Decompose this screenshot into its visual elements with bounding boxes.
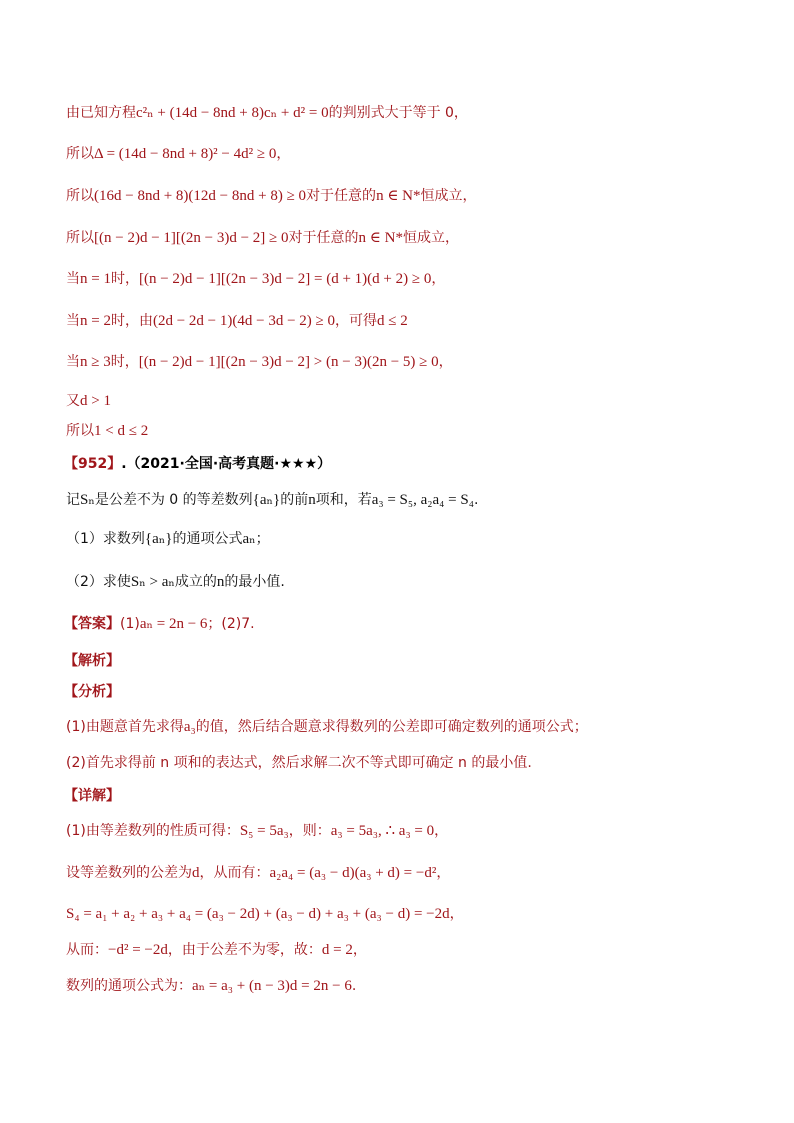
text: ，	[434, 823, 449, 839]
text: 当	[66, 313, 80, 329]
math-inequality: [(n − 2)d − 1][(2n − 3)d − 2] ≥ 0	[94, 230, 289, 246]
detail-line-4	[66, 941, 367, 959]
text: 所以	[66, 423, 94, 439]
math-condition: d > 1	[80, 393, 111, 409]
text: 的值，然后结合题意求得数列的公差即可确定数列的通项公式；	[195, 719, 588, 735]
fenxi-heading	[64, 683, 120, 701]
text: 当	[66, 271, 80, 287]
text: 的通项公式	[172, 531, 243, 547]
math-symbol: a₃	[183, 719, 196, 735]
solution-line-9	[66, 422, 148, 440]
solution-line-5	[66, 270, 445, 288]
text: 的前	[280, 492, 309, 508]
text: ，	[431, 271, 446, 287]
problem-source: .（2021·全国·高考真题·★★★）	[121, 456, 332, 472]
text: 的判别式大于等于 0，	[328, 105, 468, 121]
text: 对于任意的	[306, 188, 377, 204]
text: ，由于公差不为零，故：	[167, 942, 322, 958]
text: 恒成立，	[402, 230, 459, 246]
math-equation: S₄ = a₁ + a₂ + a₃ + a₄ = (a₃ − 2d) + (a₃ − d) + a₃ + (a₃ − d) = −2d	[66, 906, 450, 922]
math-case: n = 2	[80, 313, 111, 329]
text: .	[473, 492, 479, 508]
question-2	[66, 573, 285, 591]
text: 数列的通项公式为：	[66, 978, 192, 994]
text: 由已知方程	[66, 105, 136, 121]
math-answer: aₙ = 2n − 6	[139, 616, 208, 632]
jiexi-tag: 【解析】	[64, 653, 120, 669]
math-result: 1 < d ≤ 2	[94, 423, 149, 439]
math-equation: c²ₙ + (14d − 8nd + 8)cₙ + d² = 0	[136, 105, 329, 121]
text: (2)首先求得前 n 项和的表达式，然后求解二次不等式即可确定 n 的最小值.	[66, 755, 532, 771]
solution-line-6	[66, 312, 408, 330]
detail-tag: 【详解】	[64, 788, 120, 804]
text: 所以	[66, 188, 94, 204]
text: ；	[255, 531, 270, 547]
solution-line-2	[66, 145, 290, 163]
text: （1）求数列	[66, 531, 145, 547]
math-symbol: {aₙ}	[252, 492, 281, 508]
text: ，则：	[288, 823, 331, 839]
text: 又	[66, 393, 80, 409]
solution-line-4	[66, 229, 459, 247]
math-case: n ≥ 3	[80, 354, 111, 370]
solution-line-7	[66, 353, 453, 371]
analysis-line-2	[66, 754, 532, 772]
math-result: d = 2	[321, 942, 353, 958]
text: 从而：	[66, 942, 108, 958]
detail-line-2	[66, 864, 450, 882]
detail-line-5	[66, 977, 356, 995]
math-symbol: n	[308, 492, 316, 508]
solution-line-1	[66, 104, 468, 122]
math-symbol: d	[192, 865, 200, 881]
detail-line-3	[66, 905, 464, 923]
math-inequality: [(n − 2)d − 1][(2n − 3)d − 2] > (n − 3)(2n − 5) ≥ 0	[138, 354, 439, 370]
math-equation: a₃ = 5a₃, ∴ a₃ = 0	[330, 823, 435, 839]
text: 设等差数列的公差为	[66, 865, 192, 881]
math-symbol: n	[216, 574, 225, 590]
text: ，从而有：	[199, 865, 270, 881]
text: （2）求使	[66, 574, 131, 590]
text: 的最小值.	[224, 574, 285, 590]
text: 记	[66, 492, 80, 508]
text: 所以	[66, 146, 94, 162]
math-symbol: Sₙ > aₙ	[130, 574, 175, 590]
text: ，	[276, 146, 291, 162]
math-condition: a₃ = S₅, a₂a₄ = S₄	[371, 492, 474, 508]
math-equation: aₙ = a₃ + (n − 3)d = 2n − 6	[192, 978, 352, 994]
solution-line-3	[66, 187, 477, 205]
math-equation: a₂a₄ = (a₃ − d)(a₃ + d) = −d²	[269, 865, 437, 881]
math-equation: S₅ = 5a₃	[239, 823, 289, 839]
text: 恒成立，	[420, 188, 477, 204]
text: (1)	[120, 616, 140, 632]
math-symbol: {aₙ}	[144, 531, 173, 547]
analysis-line-1	[66, 718, 588, 736]
text: 时，	[110, 271, 139, 287]
text: ，	[436, 865, 451, 881]
math-symbol: aₙ	[242, 531, 256, 547]
math-result: d ≤ 2	[377, 313, 408, 329]
text: 当	[66, 354, 80, 370]
detail-heading	[64, 787, 120, 805]
text: 是公差不为 0 的等差数列	[94, 492, 253, 508]
text: (1)由题意首先求得	[66, 719, 184, 735]
jiexi-heading	[64, 652, 120, 670]
math-inequality: [(n − 2)d − 1][(2n − 3)d − 2] = (d + 1)(d + 2) ≥ 0	[138, 271, 432, 287]
text: 项和，若	[315, 492, 372, 508]
math-case: n = 1	[80, 271, 111, 287]
text: ，	[352, 942, 367, 958]
detail-line-1	[66, 822, 448, 840]
text: 时，由	[110, 313, 153, 329]
text: 成立的	[174, 574, 217, 590]
text: ，	[449, 906, 464, 922]
math-symbol: Sₙ	[80, 492, 95, 508]
answer-tag: 【答案】	[64, 616, 120, 632]
solution-line-8	[66, 392, 111, 410]
math-discriminant: Δ = (14d − 8nd + 8)² − 4d² ≥ 0	[94, 146, 277, 162]
text: 时，	[110, 354, 139, 370]
math-inequality: (2d − 2d − 1)(4d − 3d − 2) ≥ 0	[152, 313, 336, 329]
math-inequality: (16d − 8nd + 8)(12d − 8nd + 8) ≥ 0	[94, 188, 307, 204]
problem-header	[64, 455, 331, 473]
math-set: n ∈ N*	[376, 188, 421, 204]
math-set: n ∈ N*	[358, 230, 403, 246]
fenxi-tag: 【分析】	[64, 684, 120, 700]
math-equation: −d² = −2d	[108, 942, 168, 958]
question-1	[66, 530, 270, 548]
text: 对于任意的	[288, 230, 359, 246]
text: ，	[438, 354, 453, 370]
text: ，可得	[335, 313, 378, 329]
text: .	[351, 978, 357, 994]
text: (1)由等差数列的性质可得：	[66, 823, 240, 839]
problem-stem	[66, 491, 478, 509]
answer-line	[64, 615, 255, 633]
text: ；(2)7.	[207, 616, 255, 632]
problem-number: 【952】	[64, 456, 122, 472]
text: 所以	[66, 230, 94, 246]
